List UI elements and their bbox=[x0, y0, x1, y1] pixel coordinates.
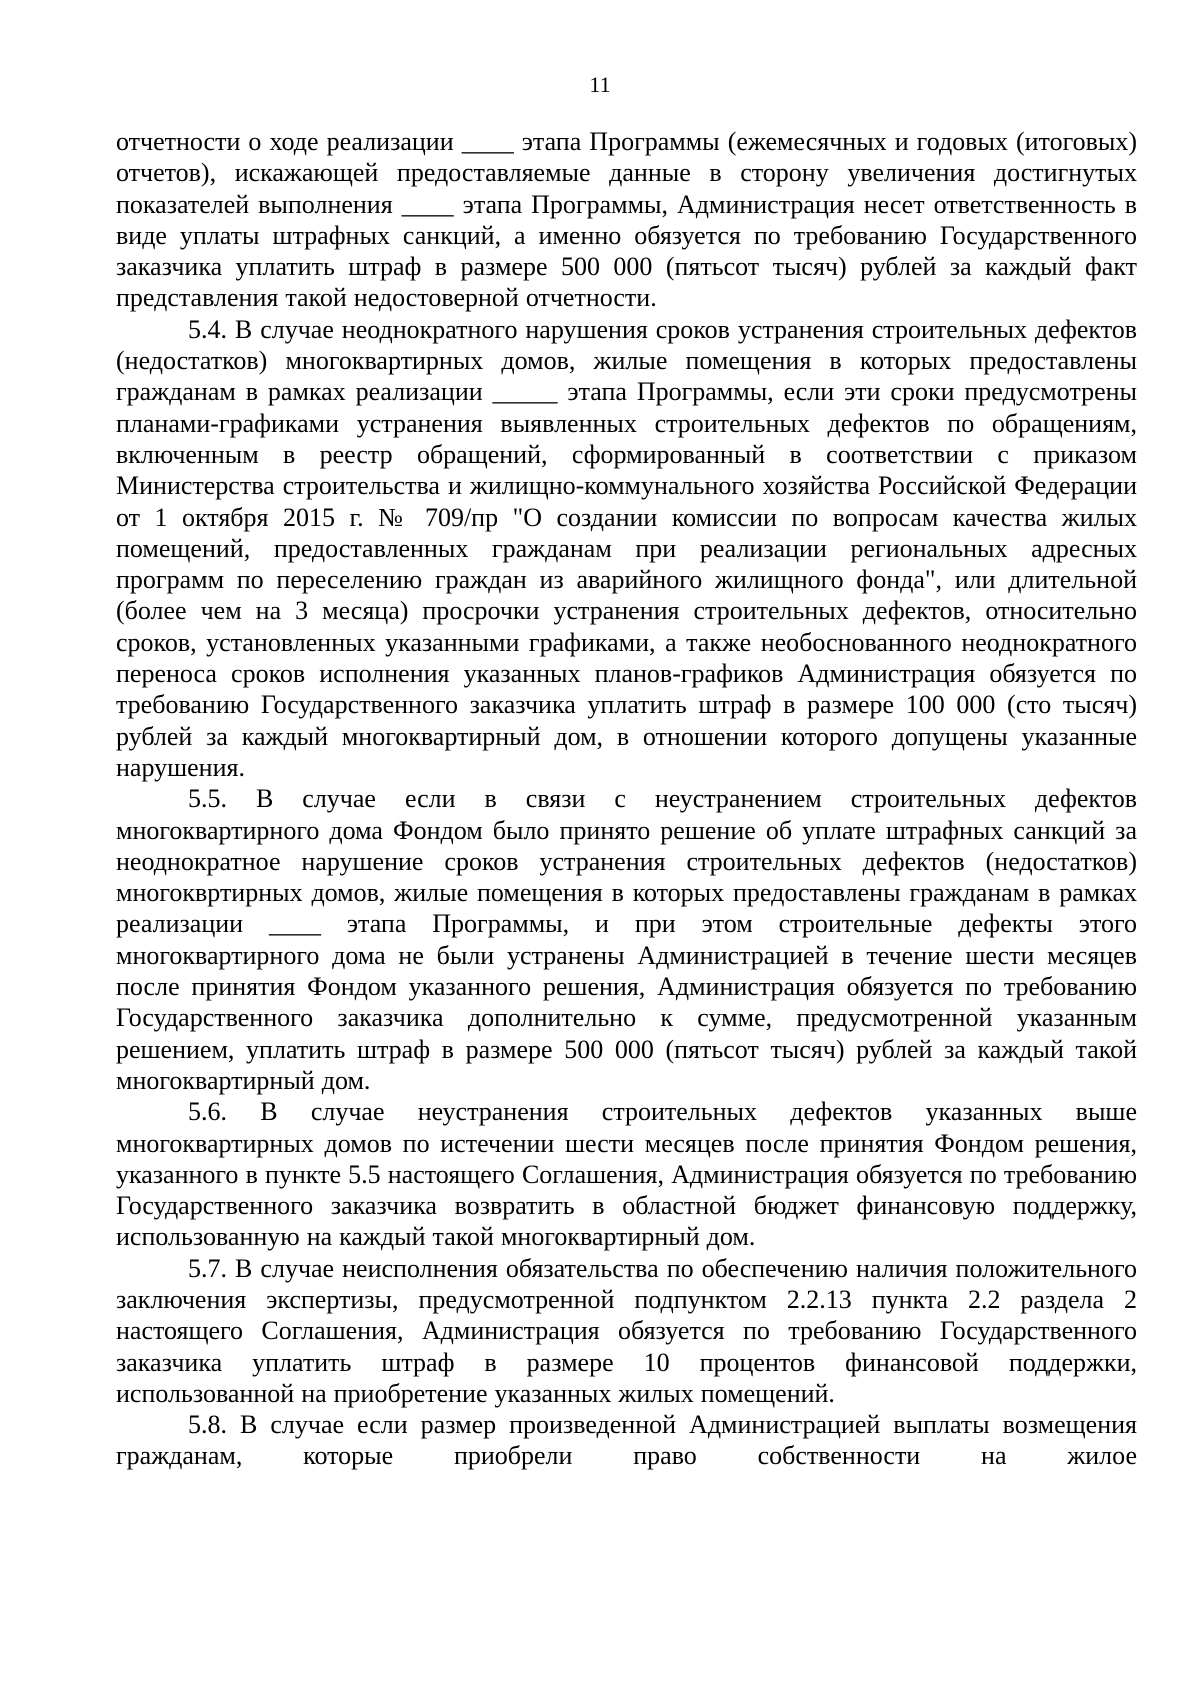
paragraph-5-8: 5.8. В случае если размер произведенной Администрацией выплаты возмещения гражданам, которые приобрели право собственности на жилое bbox=[116, 1410, 1137, 1471]
page-number: 11 bbox=[589, 72, 611, 97]
paragraph-5-4: 5.4. В случае неоднократного нарушения сроков устранения строительных дефектов (недостатков) многоквартирных домов, жилые помещения в которых предоставлены гражданам в рамках реализации _____ этапа Программы, если эти сроки предусмотрены планами-графиками устранения выявленных строительных дефектов по обращениям, включенным в реестр обращений, сформированный в соответствии с приказом Министерства строительства и жилищно-коммунального хозяйства Российской Федерации от 1 октября 2015 г. № 709/пр "О создании комиссии по вопросам качества жилых помещений, предоставленных гражданам при реализации региональных адресных программ по переселению граждан из аварийного жилищного фонда", или длительной (более чем на 3 месяца) просрочки устранения строительных дефектов, относительно сроков, установленных указанными графиками, а также необоснованного неоднократного переноса сроков исполнения указанных планов-графиков Администрация обязуется по требованию Государственного заказчика уплатить штраф в размере 100 000 (сто тысяч) рублей за каждый многоквартирный дом, в отношении которого допущены указанные нарушения. bbox=[116, 314, 1137, 782]
paragraph-5-7: 5.7. В случае неисполнения обязательства по обеспечению наличия положительного заключения экспертизы, предусмотренной подпунктом 2.2.13 пункта 2.2 раздела 2 настоящего Соглашения, Администрация обязуется по требованию Государственного заказчика уплатить штраф в размере 10 процентов финансовой поддержки, использованной на приобретение указанных жилых помещений. bbox=[116, 1253, 1137, 1408]
paragraph-5-5: 5.5. В случае если в связи с неустранением строительных дефектов многоквартирного дома Фондом было принято решение об уплате штрафных санкций за неоднократное нарушение сроков устранения строительных дефектов (недостатков) многоквртирных домов, жилые помещения в которых предоставлены гражданам в рамках реализации ____ этапа Программы, и при этом строительные дефекты этого многоквартирного дома не были устранены Администрацией в течение шести месяцев после принятия Фондом указанного решения, Администрация обязуется по требованию Государственного заказчика дополнительно к сумме, предусмотренной указанным решением, уплатить штраф в размере 500 000 (пятьсот тысяч) рублей за каждый такой многоквартирный дом. bbox=[116, 784, 1137, 1095]
paragraph-continuation: отчетности о ходе реализации ____ этапа Программы (ежемесячных и годовых (итоговых) отчетов), искажающей предоставляемые данные в сторону увеличения достигнутых показателей выполнения ____ этапа Программы, Администрация несет ответственность в виде уплаты штрафных санкций, а именно обязуется по требованию Государственного заказчика уплатить штраф в размере 500 000 (пятьсот тысяч) рублей за каждый факт представления такой недостоверной отчетности. bbox=[116, 127, 1137, 313]
document-body bbox=[116, 126, 1137, 1472]
paragraph-5-6: 5.6. В случае неустранения строительных дефектов указанных выше многоквартирных домов по истечении шести месяцев после принятия Фондом решения, указанного в пункте 5.5 настоящего Соглашения, Администрация обязуется по требованию Государственного заказчика возвратить в областной бюджет финансовую поддержку, использованную на каждый такой многоквартирный дом. bbox=[116, 1097, 1137, 1252]
